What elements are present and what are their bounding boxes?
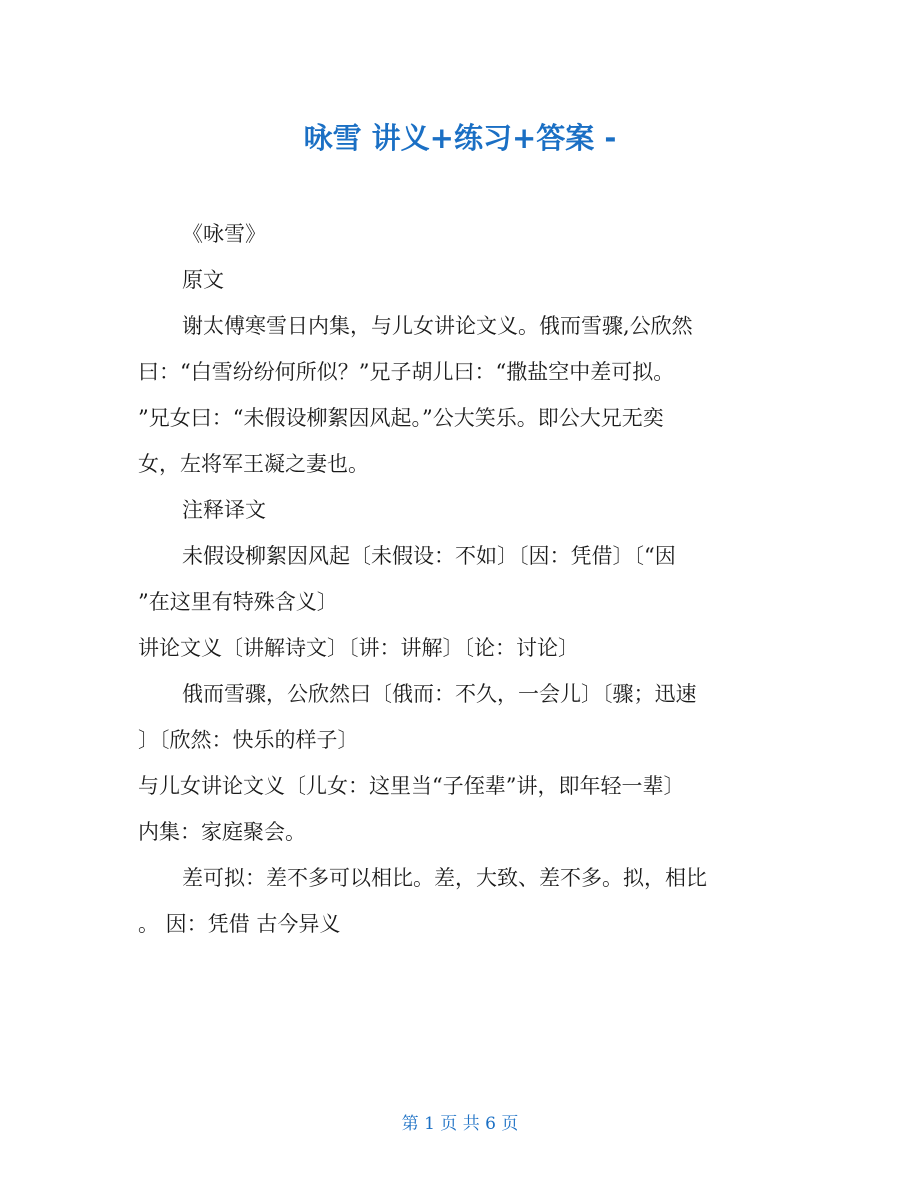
text-line: 内集：家庭聚会。 [138,820,306,844]
text-line: 〕〔欣然：快乐的样子〕 [138,728,359,752]
text-line: 原文 [182,268,224,292]
document-body [138,211,788,947]
text-line: 俄而雪骤，公欣然曰〔俄而：不久，一会儿〕〔骤；迅速 [182,682,697,706]
text-line: ”在这里有特殊含义〕 [138,590,338,614]
text-line: 未假设柳絮因风起〔未假设：不如〕〔因：凭借〕〔“因 [182,544,676,568]
text-line: 差可拟：差不多可以相比。差，大致、差不多。拟，相比 [182,866,707,890]
text-line: 曰：“白雪纷纷何所似？”兄子胡儿曰：“撒盐空中差可拟。 [138,360,675,384]
text-line: 注释译文 [182,498,266,522]
text-line: 女，左将军王凝之妻也。 [138,452,369,476]
text-line: ”兄女曰：“未假设柳絮因风起。”公大笑乐。即公大兄无奕 [138,406,664,430]
text-line: 谢太傅寒雪日内集，与儿女讲论文义。俄而雪骤,公欣然 [182,314,693,338]
page-footer: 第 1 页 共 6 页 [401,1114,519,1134]
text-line: 。 因：凭借 古今异义 [138,912,341,936]
text-line: 与儿女讲论文义〔儿女：这里当“子侄辈”讲，即年轻一辈〕 [138,774,685,798]
text-line: 讲论文义〔讲解诗文〕〔讲：讲解〕〔论：讨论〕 [138,636,579,660]
text-line: 《咏雪》 [182,222,266,246]
page-title: 咏雪 讲义+练习+答案 - [303,121,617,155]
